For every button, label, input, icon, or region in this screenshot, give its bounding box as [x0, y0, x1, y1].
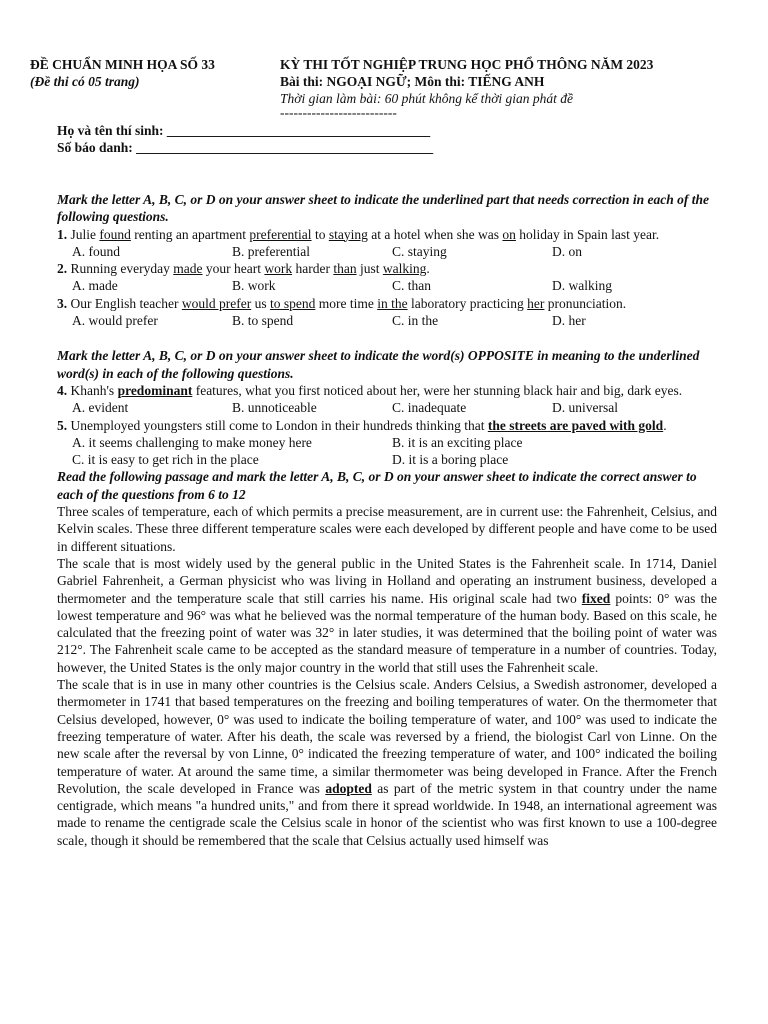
header-left	[30, 56, 270, 90]
passage-keyword-adopted: adopted	[325, 780, 372, 796]
q5-text: .	[663, 417, 667, 433]
q4-option-b[interactable]: B. unnoticeable	[232, 400, 317, 416]
question-2	[57, 260, 717, 277]
header-right	[280, 56, 740, 119]
divider: --------------------------	[280, 105, 397, 120]
passage-paragraph-1: Three scales of temperature, each of which permits a precise measurement, are in current use: the Fahrenheit, Celsius, and Kelvin scales. These three different temperature scales were each developed by different people and have come to be used in different situations.	[57, 504, 717, 554]
q3-option-c[interactable]: C. in the	[392, 313, 439, 329]
q1-text: renting an apartment	[130, 226, 250, 242]
q2-text: your heart	[202, 261, 265, 277]
subject: Bài thi: NGOẠI NGỮ; Môn thi: TIẾNG ANH	[280, 74, 545, 89]
passage-text: points: 0° was the lowest temperature and 96° was what he believed was the normal temperature of the human body. Based on this scale, he calculated that the freezing point of water was 32° in later studies, it was determined that the boiling point of water was 212°. The Fahrenheit scale came to be accepted as the standard measure of temperature in a number of countries. Today, however, the United States is the only major country in the world that still uses the Fahrenheit scale.	[57, 590, 717, 675]
q4-option-d[interactable]: D. universal	[552, 400, 618, 416]
q5-options-row2	[57, 451, 717, 468]
section1-instruction: Mark the letter A, B, C, or D on your answer sheet to indicate the underlined part that needs correction in each of the following questions.	[57, 192, 710, 225]
q2-underline-d: walking	[382, 261, 427, 277]
q4-number: 4.	[57, 382, 68, 398]
q4-options	[57, 399, 717, 416]
q5-text: Unemployed youngsters still come to London in their hundreds thinking that	[67, 417, 488, 433]
pages-note: (Đề thi có 05 trang)	[30, 74, 140, 89]
q1-text: holiday in Spain last year.	[515, 226, 660, 242]
q5-option-d[interactable]: D. it is a boring place	[392, 452, 509, 468]
candidate-name-field[interactable]: Họ và tên thí sinh: _______________________________________	[57, 123, 431, 138]
q2-underline-c: than	[333, 261, 357, 277]
q1-option-d[interactable]: D. on	[552, 243, 582, 259]
q4-option-c[interactable]: C. inadequate	[392, 400, 467, 416]
q1-underline-a: found	[99, 226, 131, 242]
question-4	[57, 382, 717, 399]
q2-underline-a: made	[173, 261, 203, 277]
q1-options	[57, 243, 717, 260]
q5-option-a[interactable]: A. it seems challenging to make money here	[72, 434, 312, 450]
passage-text: The scale that is in use in many other countries is the Celsius scale. Anders Celsius, a Swedish astronomer, developed a thermometer in 1741 that based temperatures on the freezing and boiling temperatures of water. On the thermometer that Celsius developed, however, 0° was used to indicate the boiling temperature of water, and 100° was used to indicate the freezing temperature of water. After his death, the scale was reversed by a friend, the biologist Carl von Linne. On the new scale after the reversal by von Linne, 0° indicated the freezing temperature of water, and 100° indicated the boiling temperature of water. At around the same time, a similar thermometer was being developed in France. After the French Revolution, the scale developed in France was	[57, 677, 717, 796]
question-1	[57, 226, 717, 243]
q2-options	[57, 277, 717, 294]
q3-text: pronunciation.	[544, 295, 627, 311]
q5-options-row1	[57, 434, 717, 451]
q3-text: more time	[315, 295, 378, 311]
q3-option-a[interactable]: A. would prefer	[72, 313, 158, 329]
q3-number: 3.	[57, 295, 68, 311]
q3-text: us	[251, 295, 270, 311]
section3-instruction: Read the following passage and mark the letter A, B, C, or D on your answer sheet to indicate the correct answer to each of the questions from 6 to 12	[57, 469, 697, 502]
q3-underline-c: in the	[377, 295, 408, 311]
q4-text: Khanh's	[67, 382, 118, 398]
passage-text: The scale that is most widely used by the general public in the United States is the Fahrenheit scale. In 1714, Daniel Gabriel Fahrenheit, a German physicist who was living in Holland and operating an instrument business, developed a thermometer and the temperature scale that still carries his name. His original scale had two	[57, 555, 717, 606]
passage-paragraph-3	[57, 676, 717, 849]
q2-option-b[interactable]: B. work	[232, 278, 276, 294]
candidate-id-field[interactable]: Số báo danh: ____________________________________________	[57, 140, 434, 155]
q3-underline-d: her	[527, 295, 545, 311]
candidate-info	[57, 122, 433, 156]
q1-text: Julie	[67, 226, 100, 242]
q5-underline: the streets are paved with gold	[487, 417, 664, 433]
q2-number: 2.	[57, 261, 68, 277]
q3-option-d[interactable]: D. her	[552, 313, 586, 329]
q5-option-b[interactable]: B. it is an exciting place	[392, 434, 523, 450]
q5-option-c[interactable]: C. it is easy to get rich in the place	[72, 452, 259, 468]
q1-option-b[interactable]: B. preferential	[232, 243, 310, 259]
q4-underline: predominant	[117, 382, 193, 398]
q3-underline-a: would prefer	[181, 295, 252, 311]
time-note: Thời gian làm bài: 60 phút không kể thời gian phát đề	[280, 91, 574, 106]
q1-underline-d: on	[502, 226, 516, 242]
section2-instruction: Mark the letter A, B, C, or D on your answer sheet to indicate the word(s) OPPOSITE in meaning to the underlined word(s) in each of the following questions.	[57, 348, 700, 381]
q3-options	[57, 312, 717, 329]
exam-code: ĐỀ CHUẨN MINH HỌA SỐ 33	[30, 57, 215, 72]
q2-text: .	[426, 261, 430, 277]
question-5	[57, 417, 717, 434]
q3-text: laboratory practicing	[407, 295, 528, 311]
passage-paragraph-2	[57, 555, 717, 676]
q1-option-c[interactable]: C. staying	[392, 243, 447, 259]
q1-text: at a hotel when she was	[367, 226, 503, 242]
q4-option-a[interactable]: A. evident	[72, 400, 129, 416]
q2-text: just	[356, 261, 383, 277]
q2-underline-b: work	[264, 261, 293, 277]
q5-number: 5.	[57, 417, 68, 433]
q2-option-c[interactable]: C. than	[392, 278, 431, 294]
passage-text: as part of the metric system in that country under the name centigrade, which means "a hundred units," and from there it spread worldwide. In 1948, an international agreement was made to rename the centigrade scale the Celsius scale in honor of the scientist who was first known to use a 100-degree scale, though it should be remembered that the scale that Celsius actually used himself was	[57, 780, 717, 848]
q2-text: harder	[292, 261, 334, 277]
question-3	[57, 295, 717, 312]
q1-underline-c: staying	[328, 226, 368, 242]
q3-underline-b: to spend	[269, 295, 316, 311]
passage-keyword-fixed: fixed	[581, 590, 611, 606]
q1-text: to	[311, 226, 329, 242]
q4-text: features, what you first noticed about her, were her stunning black hair and big, dark eyes.	[192, 382, 683, 398]
q2-option-a[interactable]: A. made	[72, 278, 118, 294]
q1-number: 1.	[57, 226, 68, 242]
exam-title: KỲ THI TỐT NGHIỆP TRUNG HỌC PHỔ THÔNG NĂM 2023	[280, 57, 654, 72]
q1-underline-b: preferential	[249, 226, 312, 242]
exam-body	[57, 191, 717, 849]
q2-option-d[interactable]: D. walking	[552, 278, 612, 294]
q3-text: Our English teacher	[67, 295, 182, 311]
q1-option-a[interactable]: A. found	[72, 243, 120, 259]
q2-text: Running everyday	[67, 261, 174, 277]
q3-option-b[interactable]: B. to spend	[232, 313, 294, 329]
